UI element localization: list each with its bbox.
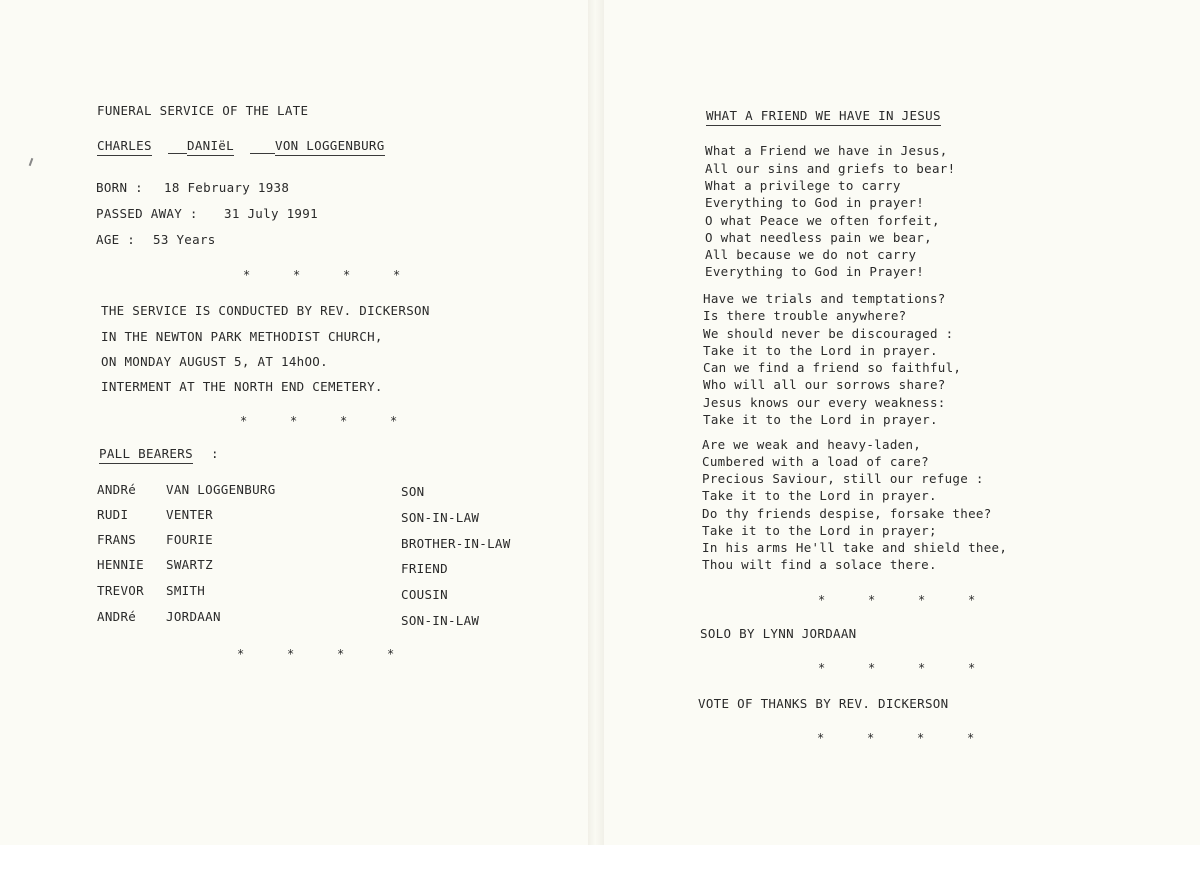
name-underline-gap: [168, 153, 187, 154]
deceased-middle-name: DANIëL: [187, 138, 234, 156]
hymn-line: Take it to the Lord in prayer;: [702, 523, 937, 538]
separator-star: *: [868, 661, 876, 675]
separator-star: *: [867, 731, 875, 745]
hymn-line: Are we weak and heavy-laden,: [702, 437, 922, 452]
bearer-relation: COUSIN: [401, 587, 448, 602]
bearer-last-name: SWARTZ: [166, 557, 213, 572]
separator-star: *: [917, 731, 925, 745]
pall-bearers-colon: :: [211, 446, 219, 461]
name-underline-gap: [250, 153, 275, 154]
page-fold: [588, 0, 604, 873]
hymn-line: Who will all our sorrows share?: [703, 377, 946, 392]
service-line: INTERMENT AT THE NORTH END CEMETERY.: [101, 379, 383, 394]
bearer-first-name: RUDI: [97, 507, 129, 522]
separator-star: *: [918, 593, 926, 607]
bearer-first-name: HENNIE: [97, 557, 144, 572]
hymn-line: O what Peace we often forfeit,: [705, 213, 940, 228]
bearer-relation: FRIEND: [401, 561, 448, 576]
bearer-last-name: SMITH: [166, 583, 206, 598]
separator-star: *: [967, 731, 975, 745]
hymn-line: We should never be discouraged :: [703, 326, 954, 341]
deceased-first-name: CHARLES: [97, 138, 152, 156]
solo-line: SOLO BY LYNN JORDAAN: [700, 626, 857, 641]
hymn-line: All because we do not carry: [705, 247, 917, 262]
separator-star: *: [237, 647, 245, 661]
hymn-line: What a Friend we have in Jesus,: [705, 143, 948, 158]
bearer-first-name: TREVOR: [97, 583, 144, 598]
separator-star: *: [868, 593, 876, 607]
separator-star: *: [287, 647, 295, 661]
born-value: 18 February 1938: [164, 180, 290, 195]
bearer-relation: SON-IN-LAW: [401, 510, 480, 525]
bearer-first-name: ANDRé: [97, 482, 137, 497]
hymn-line: Jesus knows our every weakness:: [703, 395, 946, 410]
scan-bottom-edge: [0, 845, 1200, 873]
passed-value: 31 July 1991: [224, 206, 318, 221]
born-label: BORN :: [96, 180, 143, 195]
bearer-first-name: ANDRé: [97, 609, 137, 624]
separator-star: *: [240, 414, 248, 428]
bearer-last-name: FOURIE: [166, 532, 213, 547]
separator-star: *: [393, 268, 401, 282]
hymn-line: What a privilege to carry: [705, 178, 901, 193]
separator-star: *: [968, 593, 976, 607]
service-line: ON MONDAY AUGUST 5, AT 14hOO.: [101, 354, 328, 369]
hymn-line: Can we find a friend so faithful,: [703, 360, 962, 375]
age-value: 53 Years: [153, 232, 216, 247]
service-heading: FUNERAL SERVICE OF THE LATE: [97, 103, 309, 118]
separator-star: *: [243, 268, 251, 282]
hymn-line: Cumbered with a load of care?: [702, 454, 929, 469]
separator-star: *: [817, 731, 825, 745]
deceased-last-name: VON LOGGENBURG: [275, 138, 385, 156]
hymn-line: Precious Saviour, still our refuge :: [702, 471, 984, 486]
hymn-line: Take it to the Lord in prayer.: [702, 488, 937, 503]
separator-star: *: [818, 593, 826, 607]
separator-star: *: [290, 414, 298, 428]
bearer-last-name: VAN LOGGENBURG: [166, 482, 276, 497]
service-line: IN THE NEWTON PARK METHODIST CHURCH,: [101, 329, 383, 344]
separator-star: *: [818, 661, 826, 675]
pall-bearers-title: PALL BEARERS: [99, 446, 193, 464]
bearer-last-name: VENTER: [166, 507, 213, 522]
bearer-last-name: JORDAAN: [166, 609, 221, 624]
hymn-line: Take it to the Lord in prayer.: [703, 412, 938, 427]
separator-star: *: [343, 268, 351, 282]
hymn-line: Everything to God in Prayer!: [705, 264, 925, 279]
passed-label: PASSED AWAY :: [96, 206, 198, 221]
hymn-line: Thou wilt find a solace there.: [702, 557, 937, 572]
separator-star: *: [337, 647, 345, 661]
hymn-title: WHAT A FRIEND WE HAVE IN JESUS: [706, 108, 941, 126]
bearer-relation: BROTHER-IN-LAW: [401, 536, 511, 551]
hymn-line: In his arms He'll take and shield thee,: [702, 540, 1008, 555]
hymn-line: Take it to the Lord in prayer.: [703, 343, 938, 358]
separator-star: *: [340, 414, 348, 428]
separator-star: *: [918, 661, 926, 675]
hymn-line: Is there trouble anywhere?: [703, 308, 907, 323]
separator-star: *: [293, 268, 301, 282]
hymn-line: Have we trials and temptations?: [703, 291, 946, 306]
hymn-line: Do thy friends despise, forsake thee?: [702, 506, 992, 521]
thanks-line: VOTE OF THANKS BY REV. DICKERSON: [698, 696, 949, 711]
hymn-line: Everything to God in prayer!: [705, 195, 925, 210]
service-line: THE SERVICE IS CONDUCTED BY REV. DICKERSON: [101, 303, 430, 318]
hymn-line: O what needless pain we bear,: [705, 230, 932, 245]
age-label: AGE :: [96, 232, 136, 247]
bearer-relation: SON: [401, 484, 425, 499]
bearer-relation: SON-IN-LAW: [401, 613, 480, 628]
separator-star: *: [968, 661, 976, 675]
hymn-line: All our sins and griefs to bear!: [705, 161, 956, 176]
bearer-first-name: FRANS: [97, 532, 137, 547]
separator-star: *: [387, 647, 395, 661]
separator-star: *: [390, 414, 398, 428]
